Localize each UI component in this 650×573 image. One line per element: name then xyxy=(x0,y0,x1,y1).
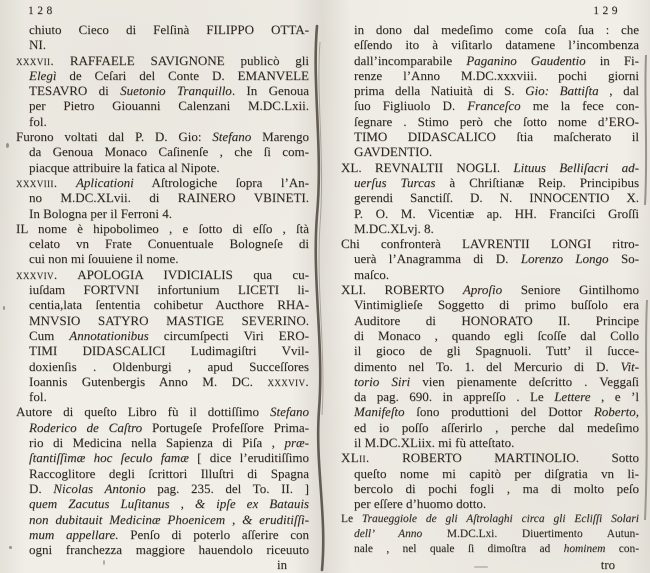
text-segment: Lorenzo Longo xyxy=(520,251,609,267)
text-segment: mum appellare. xyxy=(29,526,119,542)
text-segment: Marengo xyxy=(251,129,309,145)
text-segment: da Genoua Monaco Caſinenſe , che ſi com- xyxy=(29,144,309,160)
text-segment: Aplicationi xyxy=(75,174,134,190)
text-segment: Aproſio xyxy=(462,282,503,298)
text-segment: fol. xyxy=(29,389,47,405)
text-line xyxy=(16,190,309,205)
text-line xyxy=(341,53,639,68)
text-segment: vien pienamente deſcritto . Veggaſi xyxy=(410,373,639,389)
text-segment: uerà l’Anagramma di D. xyxy=(354,251,521,267)
text-segment: ſuo Figliuolo D. xyxy=(354,98,468,114)
text-segment: NI. xyxy=(29,37,46,53)
text-line xyxy=(341,221,639,236)
text-line xyxy=(16,129,309,144)
text-line xyxy=(341,466,639,481)
text-segment: Traueggiole de gli Aſtrolaghi circa gli Ecliſſi Solari xyxy=(361,512,639,525)
text-line xyxy=(16,251,309,266)
text-segment: Roderico de Caſtro xyxy=(29,419,143,435)
text-segment: Auditore di HONORATO II. Principe xyxy=(354,312,639,328)
text-segment: per Pietro Giouanni Calenzani M.DC.Lxii. xyxy=(29,98,309,114)
text-line xyxy=(16,512,309,527)
text-line xyxy=(16,496,309,511)
text-segment: per eſſere d’huomo dotto. xyxy=(354,496,487,512)
text-segment: XLii. xyxy=(341,450,370,466)
text-segment: TESAVRO di xyxy=(29,83,121,99)
text-segment: GAVDENTIO. xyxy=(354,144,433,160)
text-segment: Raccoglitore degli ſcrittori Illuſtri di Spagna xyxy=(29,465,309,481)
text-line xyxy=(16,374,309,389)
text-segment: Franceſco xyxy=(467,98,521,114)
text-segment: Stefano xyxy=(270,404,309,420)
text-line xyxy=(341,389,639,404)
page-number-right: 129 xyxy=(593,5,621,17)
text-line xyxy=(341,206,639,221)
text-segment: Portugeſe Profeſſore Prima- xyxy=(142,419,309,435)
scan-speckle xyxy=(3,306,5,310)
text-line xyxy=(341,190,639,205)
text-line xyxy=(341,328,639,343)
text-segment: fol. xyxy=(29,113,47,129)
text-segment: Lituus Belliſacri ad- xyxy=(513,159,639,175)
text-line xyxy=(16,160,309,175)
text-line xyxy=(16,98,309,113)
text-line xyxy=(16,481,309,496)
text-segment: celato vn Frate Conuentuale Bologneſe di xyxy=(29,236,309,252)
text-segment: il gioco de gli Spagnuoli. Tutt’ il ſucce- xyxy=(354,343,639,359)
text-segment: Suetonio Tranquillo xyxy=(120,83,232,99)
text-line xyxy=(16,297,309,312)
text-segment: con- xyxy=(605,543,639,556)
text-segment: il M.DC.XLiix. mi fù atteſtato. xyxy=(354,435,515,451)
text-segment: quem Zacutus Luſitanus , & ipſe ex Batauis xyxy=(29,496,309,512)
text-segment: Furono voltati dal P. D. Gio: xyxy=(16,129,213,145)
text-segment: Lettere xyxy=(554,389,591,405)
text-line xyxy=(341,175,639,190)
text-line xyxy=(341,359,639,374)
text-segment: Cum xyxy=(29,327,70,343)
text-segment: Penſo di poterlo aſſerire con xyxy=(118,526,310,542)
text-segment xyxy=(57,175,75,190)
text-segment: Vit- xyxy=(620,358,639,374)
text-line xyxy=(16,542,309,557)
text-segment: torio Siri xyxy=(354,373,411,389)
text-segment: . In Genoua xyxy=(231,83,309,99)
text-segment: doxienſis . Oldenburgi , apud Succeſſores xyxy=(29,358,309,374)
text-segment: TIMO DIDASCALICO ſtia maſcherato il xyxy=(354,129,639,145)
text-segment: ſtantiſſimæ hoc ſeculo famæ xyxy=(29,450,189,466)
text-line xyxy=(341,450,639,465)
text-line xyxy=(341,512,639,527)
text-segment: D. xyxy=(29,480,54,496)
text-segment: non dubitauit Medicinæ Phoenicem , & eruditiſſi- xyxy=(29,511,309,527)
text-segment: , dal xyxy=(598,83,639,99)
text-segment: Autore di queſto Libro fù il dottiſſimo xyxy=(16,404,270,420)
text-segment: Le xyxy=(341,512,362,525)
text-line xyxy=(341,527,639,542)
text-line xyxy=(341,374,639,389)
text-segment: XL. REVNALTII NOGLI. xyxy=(341,159,514,175)
text-segment: maſco. xyxy=(354,266,390,282)
text-line xyxy=(341,282,639,297)
text-segment: In Bologna per il Ferroni 4. xyxy=(29,205,172,221)
text-segment: RAFFAELE SAVIGNONE publicò gli xyxy=(54,52,309,68)
text-segment: hominem xyxy=(563,543,606,556)
text-segment: ed io poſſo aſſerirlo , perche dal medeſimo xyxy=(354,419,639,435)
text-segment: XLI. ROBERTO xyxy=(341,282,463,298)
text-line xyxy=(341,343,639,358)
text-segment: Stefano xyxy=(212,129,252,145)
text-line xyxy=(341,404,639,419)
text-line xyxy=(341,37,639,52)
text-segment: queſto nome mi capitò per diſgratia vn li- xyxy=(354,465,639,481)
page-129-text-block xyxy=(341,22,639,557)
text-segment: da pag. 690. in appreſſo . Le xyxy=(354,389,555,405)
text-line xyxy=(341,236,639,251)
text-segment: dell’ Anno xyxy=(354,527,423,540)
text-segment: in dono dal medeſimo come coſa ſua : che xyxy=(354,22,639,37)
text-line xyxy=(16,343,309,358)
text-segment: ſegnare . Stimo però che ſotto nome d’ERO- xyxy=(354,113,639,129)
text-segment: Manifeſto xyxy=(354,404,405,420)
catchword-right: tro xyxy=(600,558,615,573)
text-segment: M.DC.Lxi. Diuertimento Autun- xyxy=(422,527,640,540)
text-line xyxy=(16,267,309,282)
page-128-column xyxy=(16,4,309,573)
text-segment: xxxviv. xyxy=(16,266,58,282)
text-segment: in Fi- xyxy=(585,52,639,68)
text-segment: me la fece con- xyxy=(520,98,639,114)
text-segment: à Chriſtianæ Reip. Principibus xyxy=(435,174,640,190)
text-segment: Gio: Battiſta xyxy=(525,83,599,99)
text-line xyxy=(16,83,309,98)
text-line xyxy=(16,389,309,404)
text-segment: Annotationibus xyxy=(69,327,149,343)
text-line xyxy=(341,144,639,159)
scan-speckle xyxy=(6,143,9,148)
page-129-column xyxy=(341,4,639,573)
text-segment: piacque attribuire la fatica al Nipote. xyxy=(29,159,220,175)
text-segment: prima della Natiuità di S. xyxy=(354,83,526,99)
text-line xyxy=(16,313,309,328)
text-segment: eſſendo ito à viſitarlo datamene l’incombenza xyxy=(354,37,639,53)
text-segment: cui non mi ſouuiene il nome. xyxy=(29,251,179,267)
text-segment: gerendi Sanctiſſ. D. N. INNOCENTIO X. xyxy=(354,190,639,206)
text-segment: pag. 235. del To. II. ] xyxy=(145,480,309,496)
text-segment: Aſtrologiche ſopra l’An- xyxy=(133,174,310,190)
text-segment: M.DC.XLvj. 8. xyxy=(354,220,434,236)
text-segment: P. O. M. Vicentiæ ap. HH. Franciſci Groſſi xyxy=(354,205,639,221)
text-segment: ogni franchezza maggiore hauendolo riceuuto xyxy=(29,542,309,558)
text-segment: ſono produttioni del Dottor xyxy=(404,404,594,420)
text-segment: Chi confronterà LAVRENTII LONGI ritro- xyxy=(341,236,639,252)
text-segment: xxxvii. xyxy=(16,52,55,68)
text-segment: circumſpecti Viri ERO- xyxy=(148,327,309,343)
text-line xyxy=(341,420,639,435)
text-line xyxy=(341,313,639,328)
text-line xyxy=(341,83,639,98)
text-line xyxy=(16,359,309,374)
text-line xyxy=(341,481,639,496)
text-segment: xxxviv. xyxy=(267,373,309,389)
text-line xyxy=(16,206,309,221)
page-128-text-block xyxy=(16,22,309,557)
text-line xyxy=(16,221,309,236)
text-line xyxy=(16,420,309,435)
text-line xyxy=(341,114,639,129)
text-segment: de Ceſari del Conte D. EMANVELE xyxy=(56,67,309,83)
text-line xyxy=(341,251,639,266)
text-line xyxy=(16,37,309,52)
text-line xyxy=(16,114,309,129)
text-line xyxy=(341,496,639,511)
text-line xyxy=(16,175,309,190)
text-line xyxy=(341,297,639,312)
text-line xyxy=(16,22,309,37)
text-segment: Paganino Gaudentio xyxy=(466,52,586,68)
text-segment: ROBERTO MARTINOLIO. Sotto xyxy=(369,450,639,466)
text-segment: nale , nel quale ſi dimoſtra ad xyxy=(354,543,564,556)
text-segment: centia,lata ſententia cohibetur Aucthore RHA- xyxy=(29,297,309,313)
text-line xyxy=(341,267,639,282)
text-line xyxy=(341,160,639,175)
text-line xyxy=(16,53,309,68)
text-segment: no M.DC.XLvii. di RAINERO VBINETI. xyxy=(29,190,309,206)
text-segment: Seniore Gintilhomo xyxy=(502,282,639,298)
page-number-left: 128 xyxy=(28,5,56,17)
text-segment: TIMI DIDASCALICI Ludimagiſtri Vvil- xyxy=(29,343,309,359)
text-line xyxy=(16,527,309,542)
text-line xyxy=(16,466,309,481)
text-segment: iuſdam FORTVNI infortunium LICETI li- xyxy=(29,282,309,298)
text-segment: dall’incomparabile xyxy=(354,52,467,68)
text-line xyxy=(16,450,309,465)
text-line xyxy=(16,236,309,251)
catchword-left: in xyxy=(277,558,287,573)
text-line xyxy=(341,98,639,113)
text-line xyxy=(341,435,639,450)
text-line xyxy=(16,435,309,450)
text-segment: Roberto, xyxy=(593,404,639,420)
text-segment: So- xyxy=(608,251,639,267)
text-segment: IL nome è hipobolimeo , e ſotto di eſſo , ſtà xyxy=(16,220,309,236)
text-segment: rio di Medicina nella Sapienza di Piſa , xyxy=(29,435,285,451)
text-segment: Nicolas Antonio xyxy=(53,480,146,496)
text-segment: præ- xyxy=(284,435,309,451)
text-segment: xxxviii. xyxy=(16,174,58,190)
text-segment: Vintimiglieſe Soggetto di primo buſſolo era xyxy=(354,297,639,313)
text-line xyxy=(16,144,309,159)
text-line xyxy=(16,68,309,83)
text-segment: , e ’l xyxy=(590,389,639,405)
text-line xyxy=(341,22,639,37)
text-segment: bercolo di pochi fogli , ma di molto peſo xyxy=(354,480,639,496)
text-segment: chiuto Cieco di Felſinà FILIPPO OTTA- xyxy=(29,22,309,37)
text-line xyxy=(341,542,639,557)
text-line xyxy=(341,68,639,83)
text-segment: APOLOGIA IVDICIALIS qua cu- xyxy=(57,266,309,282)
scan-speckle xyxy=(9,546,12,549)
text-line xyxy=(16,282,309,297)
text-line xyxy=(16,328,309,343)
text-segment: renze l’Anno M.DC.xxxviii. pochi giorni xyxy=(354,67,639,83)
text-segment: Elegì xyxy=(29,67,57,83)
text-segment: dimento nel To. 1. del Mercurio di D. xyxy=(354,358,621,374)
text-line xyxy=(341,129,639,144)
text-segment: MNVSIO SATYRO MASTIGE SEVERINO. xyxy=(29,312,309,328)
text-segment: [ dice l’eruditiſſimo xyxy=(188,450,309,466)
text-line xyxy=(16,404,309,419)
text-segment: uerſus Turcas xyxy=(354,174,436,190)
text-segment: di Monaco , quando egli ſcoſſe dal Collo xyxy=(354,327,639,343)
text-segment: Ioannis Gutenbergis Anno M. DC. xyxy=(29,373,268,389)
